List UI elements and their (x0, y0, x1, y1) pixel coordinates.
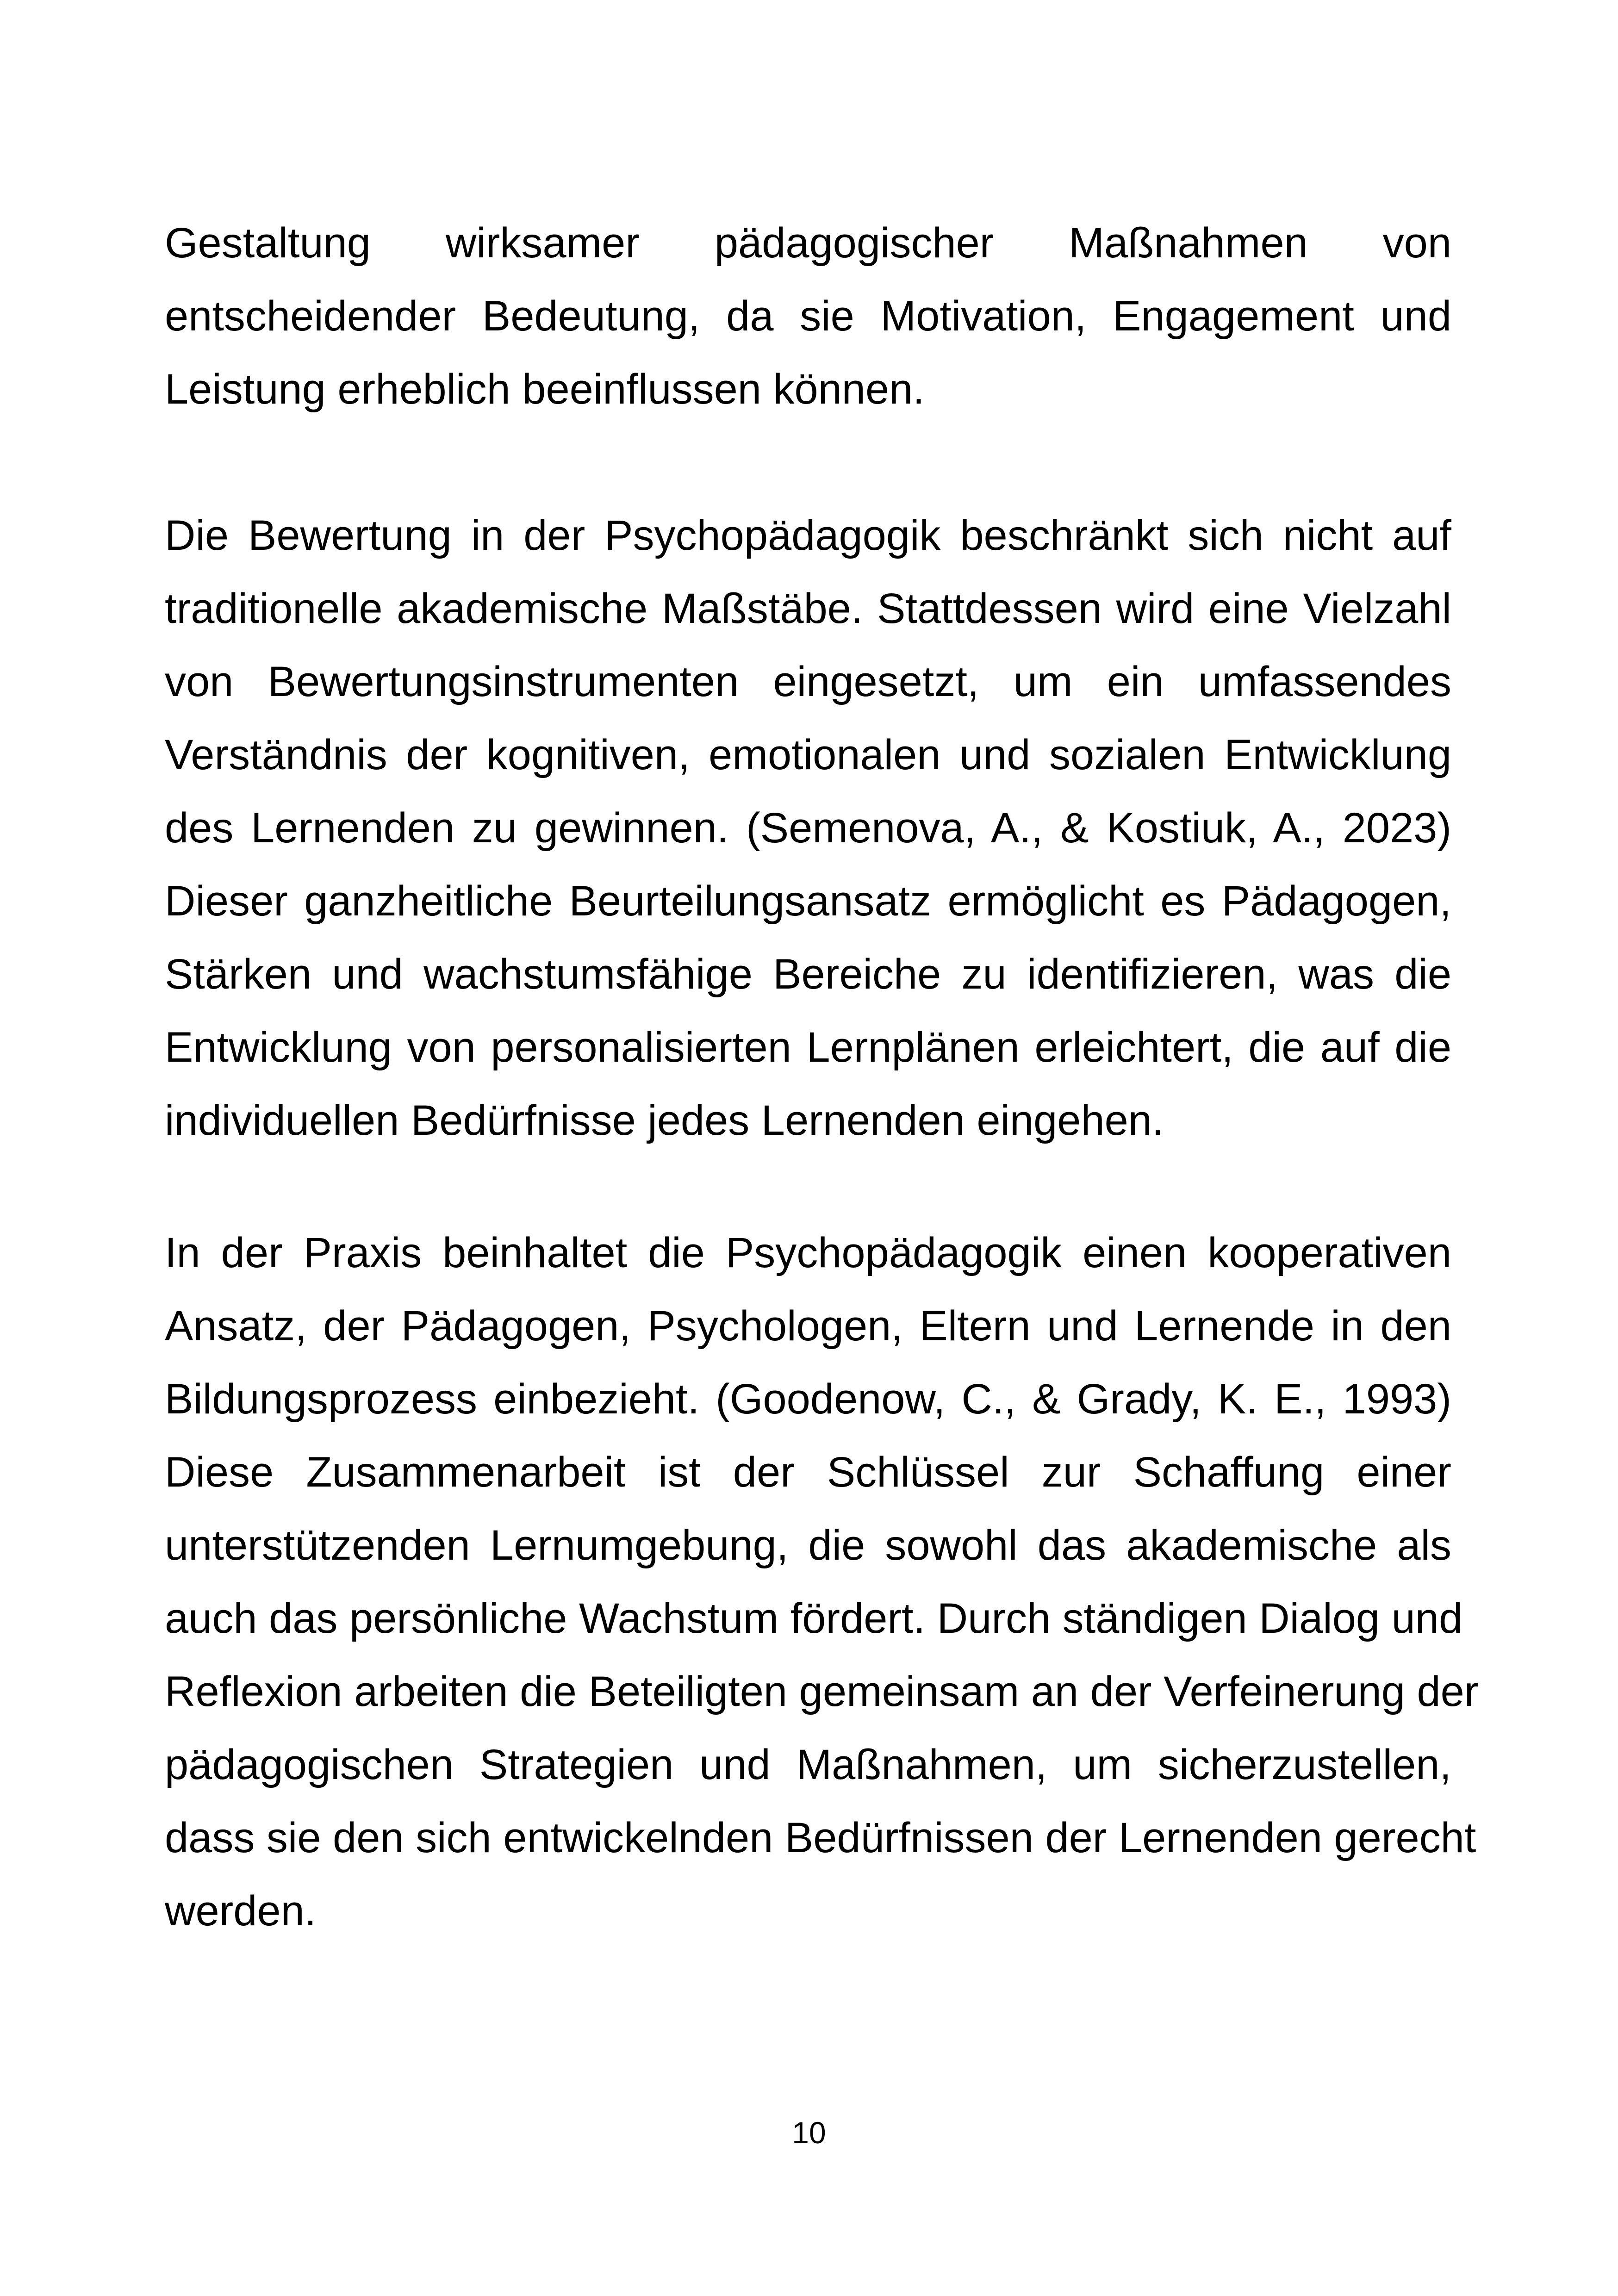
paragraph-line: Die Bewertung in der Psychopädagogik beschränkt sich nicht auf (165, 512, 1451, 559)
paragraph-line: des Lernenden zu gewinnen. (Semenova, A., & Kostiuk, A., 2023) (165, 804, 1451, 852)
paragraph-line: Stärken und wachstumsfähige Bereiche zu identifizieren, was die (165, 951, 1451, 998)
paragraph-line: Entwicklung von personalisierten Lernplänen erleichtert, die auf die (165, 1024, 1451, 1071)
paragraph-line: werden. (165, 1887, 317, 1935)
paragraph-line: dass sie den sich entwickelnden Bedürfnissen der Lernenden gerecht (165, 1814, 1476, 1861)
paragraph-line: Reflexion arbeiten die Beteiligten gemeinsam an der Verfeinerung der (165, 1668, 1479, 1715)
paragraph-line: traditionelle akademische Maßstäbe. Stattdessen wird eine Vielzahl (165, 585, 1451, 632)
paragraph-line: Dieser ganzheitliche Beurteilungsansatz ermöglicht es Pädagogen, (165, 877, 1451, 925)
paragraph-line: Gestaltung wirksamer pädagogischer Maßnahmen von (165, 219, 1451, 267)
paragraph-line: entscheidender Bedeutung, da sie Motivation, Engagement und (165, 292, 1451, 340)
paragraph-line: unterstützenden Lernumgebung, die sowohl das akademische als (165, 1522, 1451, 1569)
paragraph-line: Diese Zusammenarbeit ist der Schlüssel zur Schaffung einer (165, 1449, 1451, 1496)
paragraph-line: von Bewertungsinstrumenten eingesetzt, um ein umfassendes (165, 658, 1451, 705)
page-number: 10 (792, 2116, 826, 2150)
paragraph-line: pädagogischen Strategien und Maßnahmen, um sicherzustellen, (165, 1741, 1451, 1788)
paragraph-line: auch das persönliche Wachstum fördert. Durch ständigen Dialog und (165, 1595, 1463, 1642)
paragraph-line: individuellen Bedürfnisse jedes Lernenden eingehen. (165, 1097, 1164, 1144)
paragraph-line: Leistung erheblich beeinflussen können. (165, 366, 925, 413)
paragraph-3 (165, 1216, 1479, 1948)
paragraph-1 (165, 206, 1451, 426)
paragraph-line: Verständnis der kognitiven, emotionalen und sozialen Entwicklung (165, 731, 1451, 778)
paragraph-2 (165, 499, 1451, 1157)
paragraph-line: In der Praxis beinhaltet die Psychopädagogik einen kooperativen (165, 1229, 1451, 1276)
paragraph-line: Ansatz, der Pädagogen, Psychologen, Eltern und Lernende in den (165, 1302, 1451, 1350)
paragraph-line: Bildungsprozess einbezieht. (Goodenow, C., & Grady, K. E., 1993) (165, 1375, 1451, 1423)
